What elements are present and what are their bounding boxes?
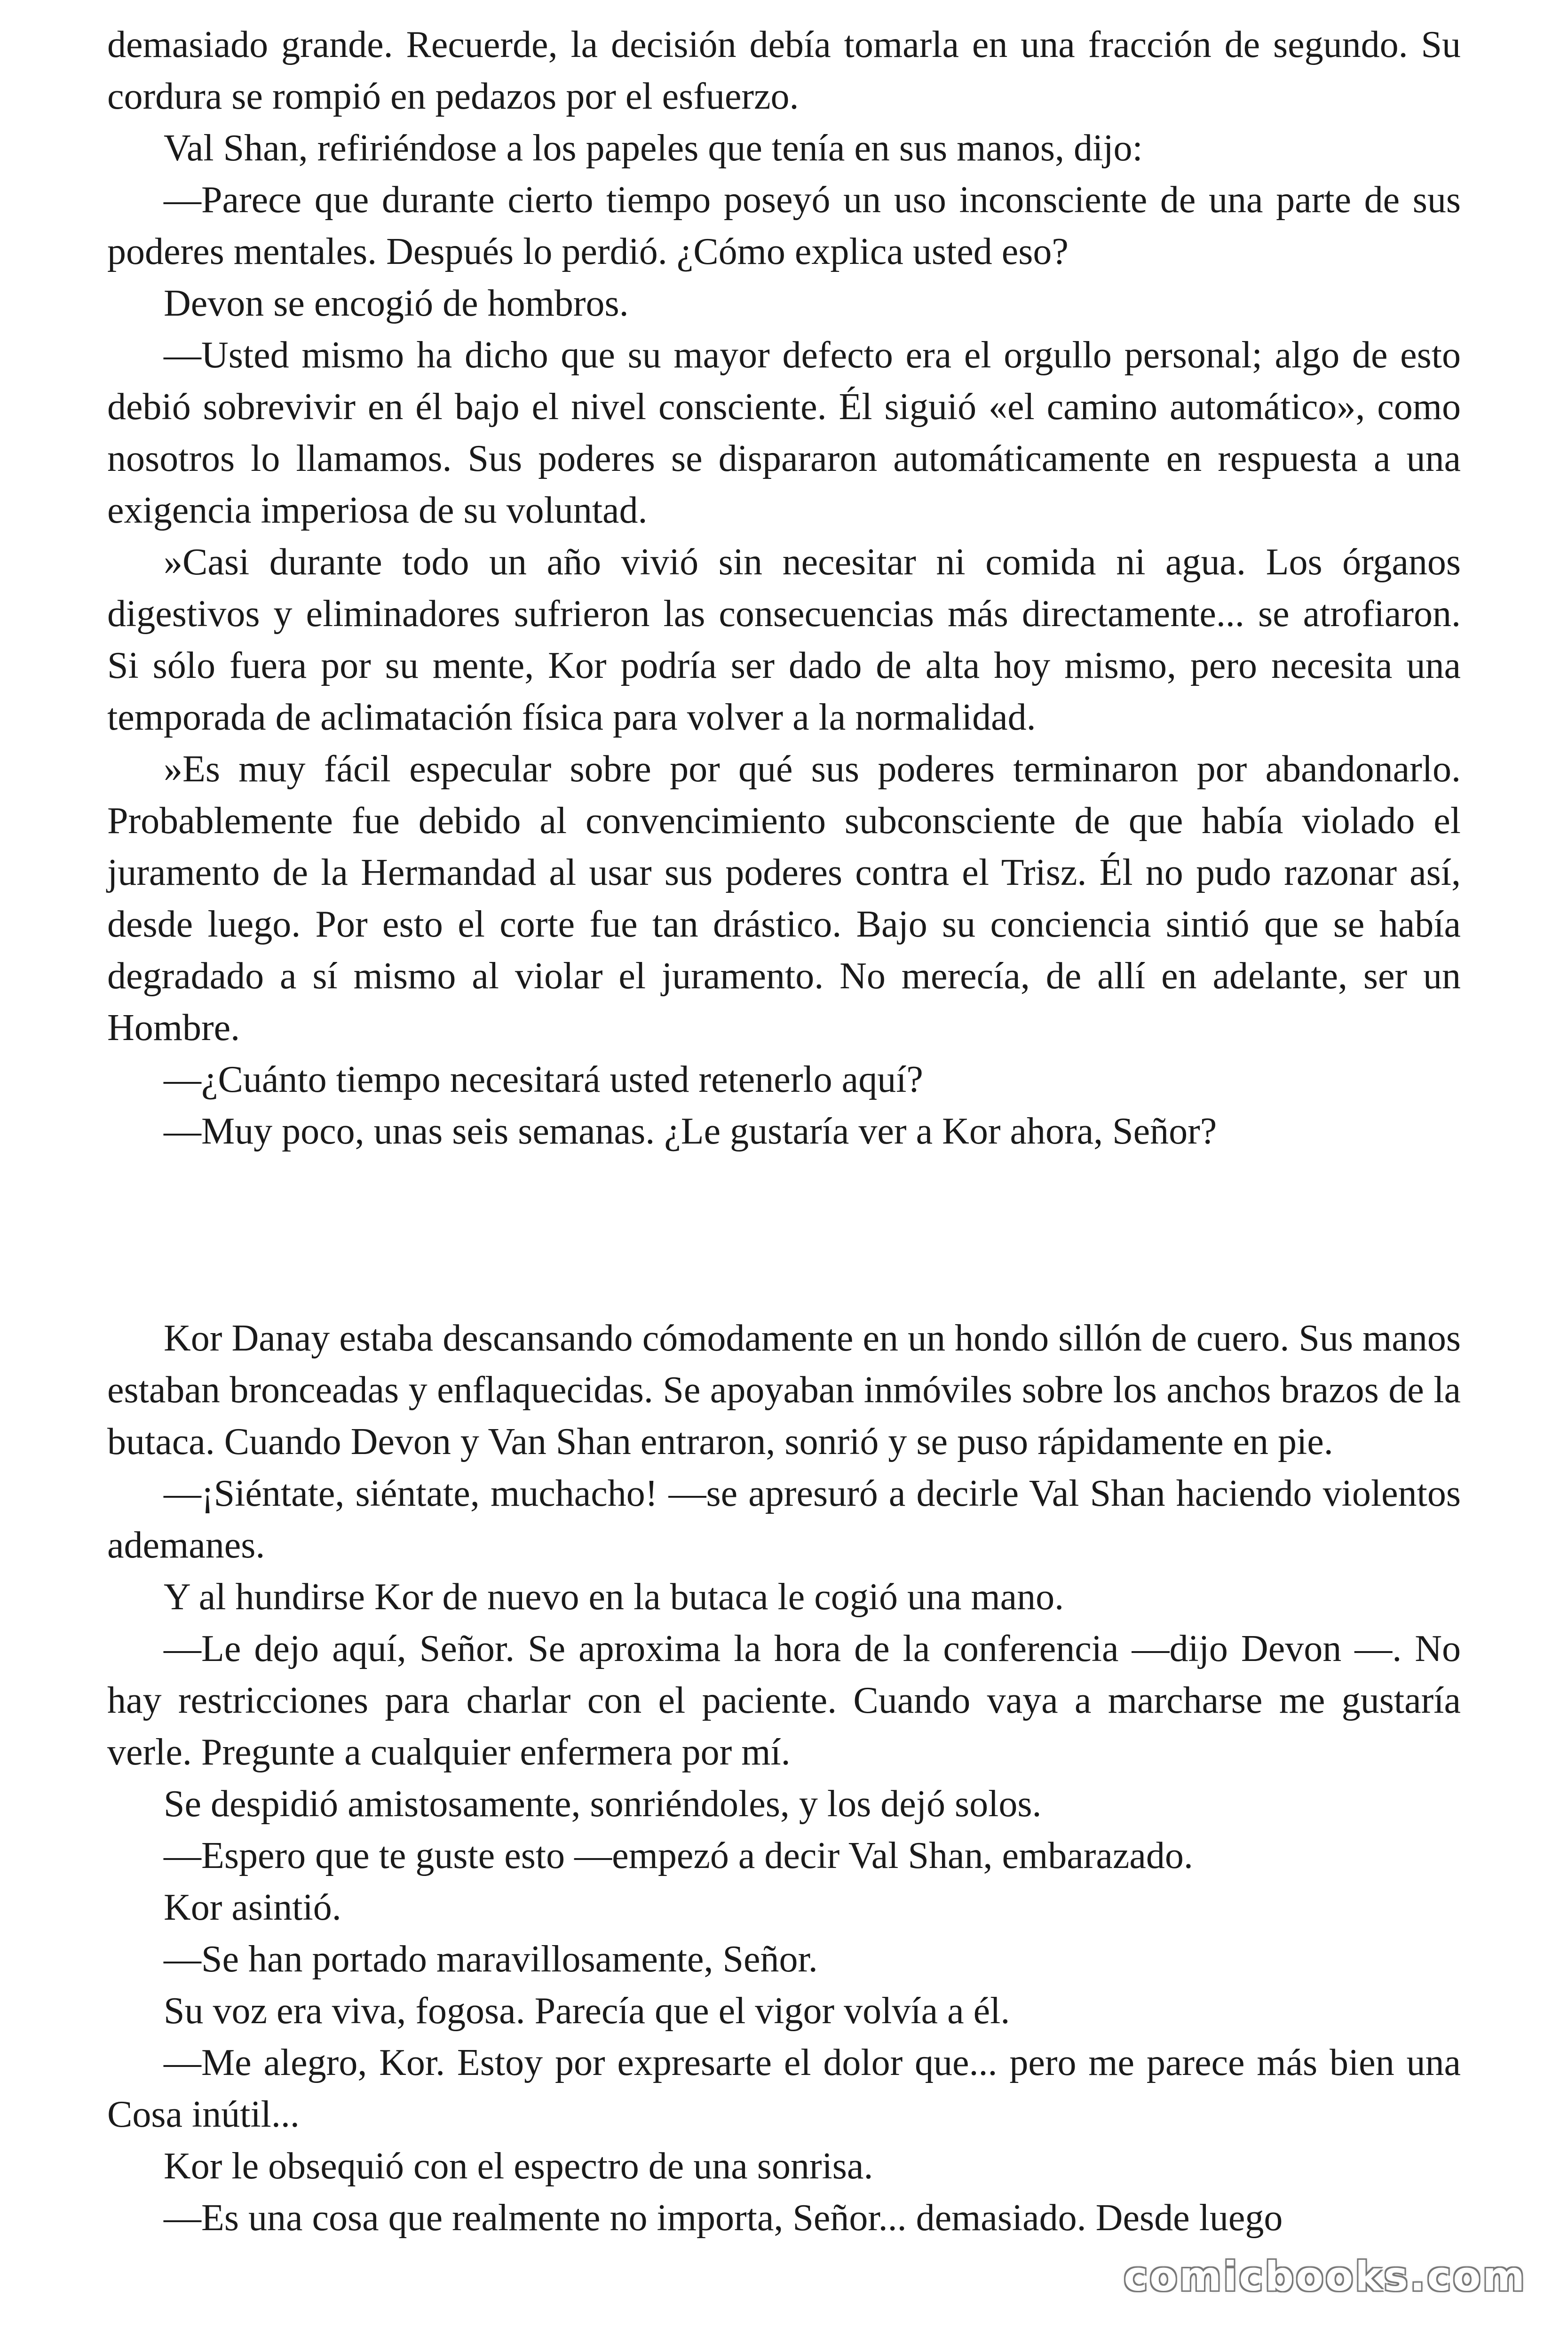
- dialogue-paragraph: —¡Siéntate, siéntate, muchacho! —se apresuró a decirle Val Shan haciendo violentos ademanes.: [107, 1473, 1461, 1566]
- paragraph-continued: demasiado grande. Recuerde, la decisión debía tomarla en una fracción de segundo. Su cordura se rompió en pedazos por el esfuerzo.: [107, 24, 1461, 117]
- paragraph: Kor asintió.: [164, 1887, 341, 1928]
- watermark: comicbooks.com: [1115, 2253, 1535, 2300]
- section-break: [107, 1157, 1461, 1312]
- dialogue-paragraph: —Muy poco, unas seis semanas. ¿Le gustaría ver a Kor ahora, Señor?: [164, 1111, 1217, 1152]
- paragraph: Val Shan, refiriéndose a los papeles que tenía en sus manos, dijo:: [164, 127, 1143, 169]
- dialogue-paragraph: —Parece que durante cierto tiempo poseyó un uso inconsciente de una parte de sus poderes mentales. Después lo perdió. ¿Cómo explica usted eso?: [107, 179, 1461, 272]
- paragraph: »Es muy fácil especular sobre por qué sus poderes terminaron por abandonarlo. Probablemente fue debido al convencimiento subconsciente de que había violado el juramento de la Hermandad al usar sus poderes contra el Trisz. Él no pudo razonar así, desde luego. Por esto el corte fue tan drástico. Bajo su conciencia sintió que se había degradado a sí mismo al violar el juramento. No merecía, de allí en adelante, ser un Hombre.: [107, 748, 1461, 1049]
- dialogue-paragraph: —Me alegro, Kor. Estoy por expresarte el dolor que... pero me parece más bien una Cosa inútil...: [107, 2042, 1461, 2135]
- dialogue-paragraph: —Se han portado maravillosamente, Señor.: [164, 1939, 818, 1980]
- book-page: [107, 19, 1461, 2244]
- dialogue-paragraph: —¿Cuánto tiempo necesitará usted retenerlo aquí?: [164, 1059, 923, 1100]
- paragraph: Kor le obsequió con el espectro de una sonrisa.: [164, 2145, 873, 2187]
- paragraph: Se despidió amistosamente, sonriéndoles, y los dejó solos.: [164, 1783, 1042, 1825]
- dialogue-paragraph: —Le dejo aquí, Señor. Se aproxima la hora de la conferencia —dijo Devon —. No hay restricciones para charlar con el paciente. Cuando vaya a marcharse me gustaría verle. Pregunte a cualquier enfermera por mí.: [107, 1628, 1461, 1773]
- paragraph: Kor Danay estaba descansando cómodamente en un hondo sillón de cuero. Sus manos estaban bronceadas y enflaquecidas. Se apoyaban inmóviles sobre los anchos brazos de la butaca. Cuando Devon y Van Shan entraron, sonrió y se puso rápidamente en pie.: [107, 1318, 1461, 1462]
- paragraph: Devon se encogió de hombros.: [164, 283, 629, 324]
- dialogue-paragraph: —Usted mismo ha dicho que su mayor defecto era el orgullo personal; algo de esto debió sobrevivir en él bajo el nivel consciente. Él siguió «el camino automático», como nosotros lo llamamos. Sus poderes se dispararon automáticamente en respuesta a una exigencia imperiosa de su voluntad.: [107, 334, 1461, 531]
- dialogue-paragraph: —Espero que te guste esto —empezó a decir Val Shan, embarazado.: [164, 1835, 1193, 1876]
- paragraph: Y al hundirse Kor de nuevo en la butaca le cogió una mano.: [164, 1576, 1064, 1618]
- dialogue-paragraph: —Es una cosa que realmente no importa, Señor... demasiado. Desde luego: [164, 2197, 1283, 2239]
- paragraph: »Casi durante todo un año vivió sin necesitar ni comida ni agua. Los órganos digestivos y eliminadores sufrieron las consecuencias más directamente... se atrofiaron. Si sólo fuera por su mente, Kor podría ser dado de alta hoy mismo, pero necesita una temporada de aclimatación física para volver a la normalidad.: [107, 541, 1461, 738]
- paragraph: Su voz era viva, fogosa. Parecía que el vigor volvía a él.: [164, 1990, 1010, 2032]
